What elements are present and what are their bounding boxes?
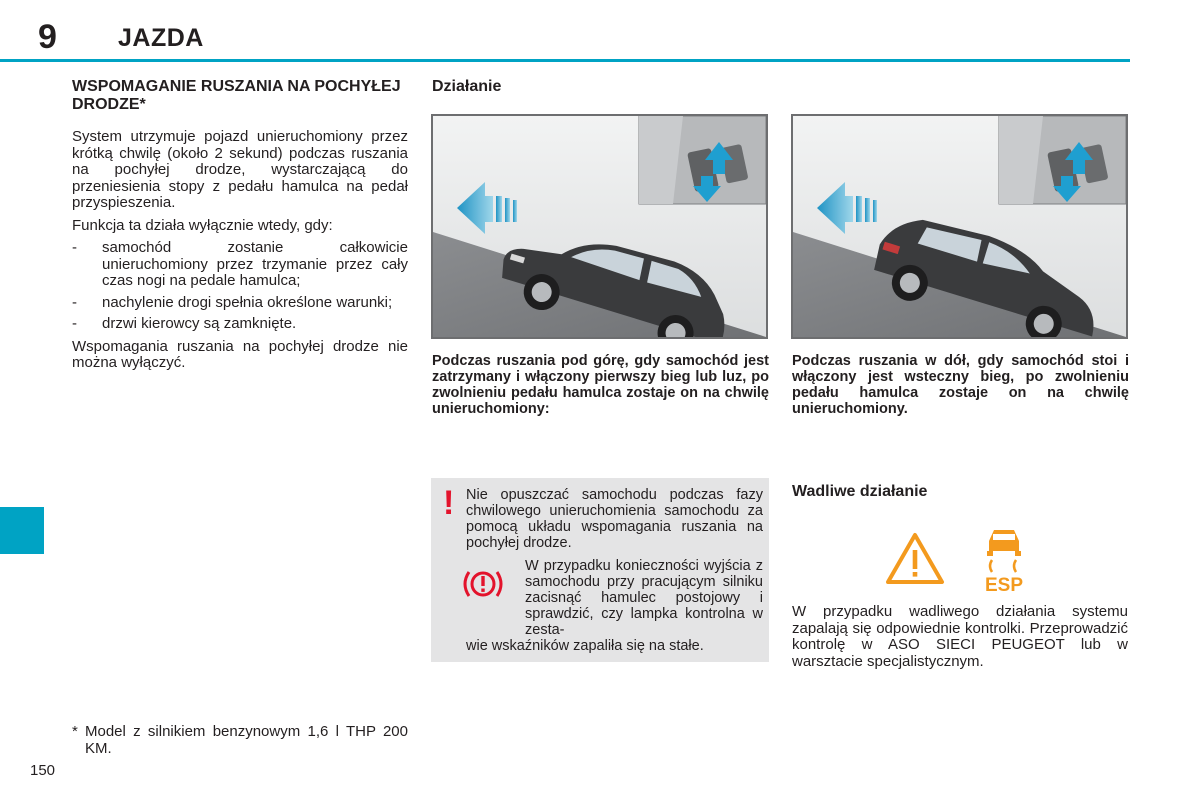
parking-brake-icon bbox=[463, 566, 503, 602]
header-rule bbox=[0, 59, 1130, 62]
warning-text-end: wie wskaźników zapaliła się na stałe. bbox=[466, 638, 704, 654]
footnote-text: Model z silnikiem benzynowym 1,6 l THP 200 KM. bbox=[85, 723, 408, 757]
malfunction-text: W przypadku wadliwego działania systemu zapalają się odpowiednie kontrolki. Przeprowadzić kontrolę w ASO SIECI PEUGEOT lub w warsztacie specjalistycznym. bbox=[792, 603, 1128, 670]
conditions-intro: Funkcja ta działa wyłącznie wtedy, gdy: bbox=[72, 216, 333, 234]
chapter-tab bbox=[0, 507, 44, 554]
footnote bbox=[72, 724, 408, 757]
esp-label: ESP bbox=[984, 575, 1024, 594]
malfunction-heading: Wadliwe działanie bbox=[792, 483, 928, 500]
conditions-list bbox=[72, 240, 408, 333]
closing-paragraph: Wspomagania ruszania na pochyłej drodze nie można wyłączyć. bbox=[72, 337, 408, 371]
page-number: 150 bbox=[30, 762, 56, 779]
warning-text: Nie opuszczać samochodu podczas fazy chwilowego unieruchomienia samochodu za pomocą układu wspomagania ruszania na pochyłej drodze. bbox=[466, 487, 763, 551]
intro-paragraph: System utrzymuje pojazd unieruchomiony przez krótką chwilę (około 2 sekund) podczas ruszania na pochyłej drodze, wystarczającą do przeniesienia stopy z pedału hamulca na pedał przyspieszenia. bbox=[72, 128, 408, 211]
pedals-inset bbox=[639, 116, 766, 204]
warning-text-parking: W przypadku konieczności wyjścia z samochodu przy pracującym silniku zacisnąć hamulec postojowy i sprawdzić, czy lampka kontrolna w zesta- bbox=[525, 558, 763, 638]
list-item: - samochód zostanie całkowicie unieruchomiony przez trzymanie przez cały czas nogi na pedale hamulca; bbox=[72, 239, 408, 289]
list-bullet: - bbox=[72, 239, 77, 256]
operation-heading: Działanie bbox=[432, 78, 502, 95]
hill-start-assist-section bbox=[72, 78, 408, 378]
warning-triangle-icon bbox=[888, 535, 942, 582]
downhill-caption: Podczas ruszania w dół, gdy samochód stoi i włączony jest wsteczny bieg, po zwolnieniu pedału hamulca zostaje on na chwilę unieruchomiony. bbox=[792, 353, 1129, 417]
downhill-illustration bbox=[791, 114, 1128, 339]
footnote-marker: * bbox=[72, 723, 78, 740]
section-heading: WSPOMAGANIE RUSZANIA NA POCHYŁEJ DRODZE* bbox=[72, 78, 401, 113]
list-item: - drzwi kierowcy są zamknięte. bbox=[72, 315, 297, 332]
chapter-number: 9 bbox=[38, 18, 57, 56]
pedals-inset bbox=[999, 116, 1126, 204]
esp-icon bbox=[985, 530, 1023, 594]
list-item: - nachylenie drogi spełnia określone warunki; bbox=[72, 293, 393, 311]
list-bullet: - bbox=[72, 315, 77, 332]
malfunction-icons bbox=[884, 528, 1034, 594]
exclamation-icon: ! bbox=[443, 484, 455, 522]
chapter-title: JAZDA bbox=[118, 24, 204, 52]
uphill-illustration bbox=[431, 114, 768, 339]
uphill-caption: Podczas ruszania pod górę, gdy samochód jest zatrzymany i włączony pierwszy bieg lub luz, po zwolnieniu pedału hamulca zostaje on na chwilę unieruchomiony: bbox=[432, 353, 769, 417]
list-bullet: - bbox=[72, 293, 77, 311]
warning-box bbox=[431, 478, 769, 662]
